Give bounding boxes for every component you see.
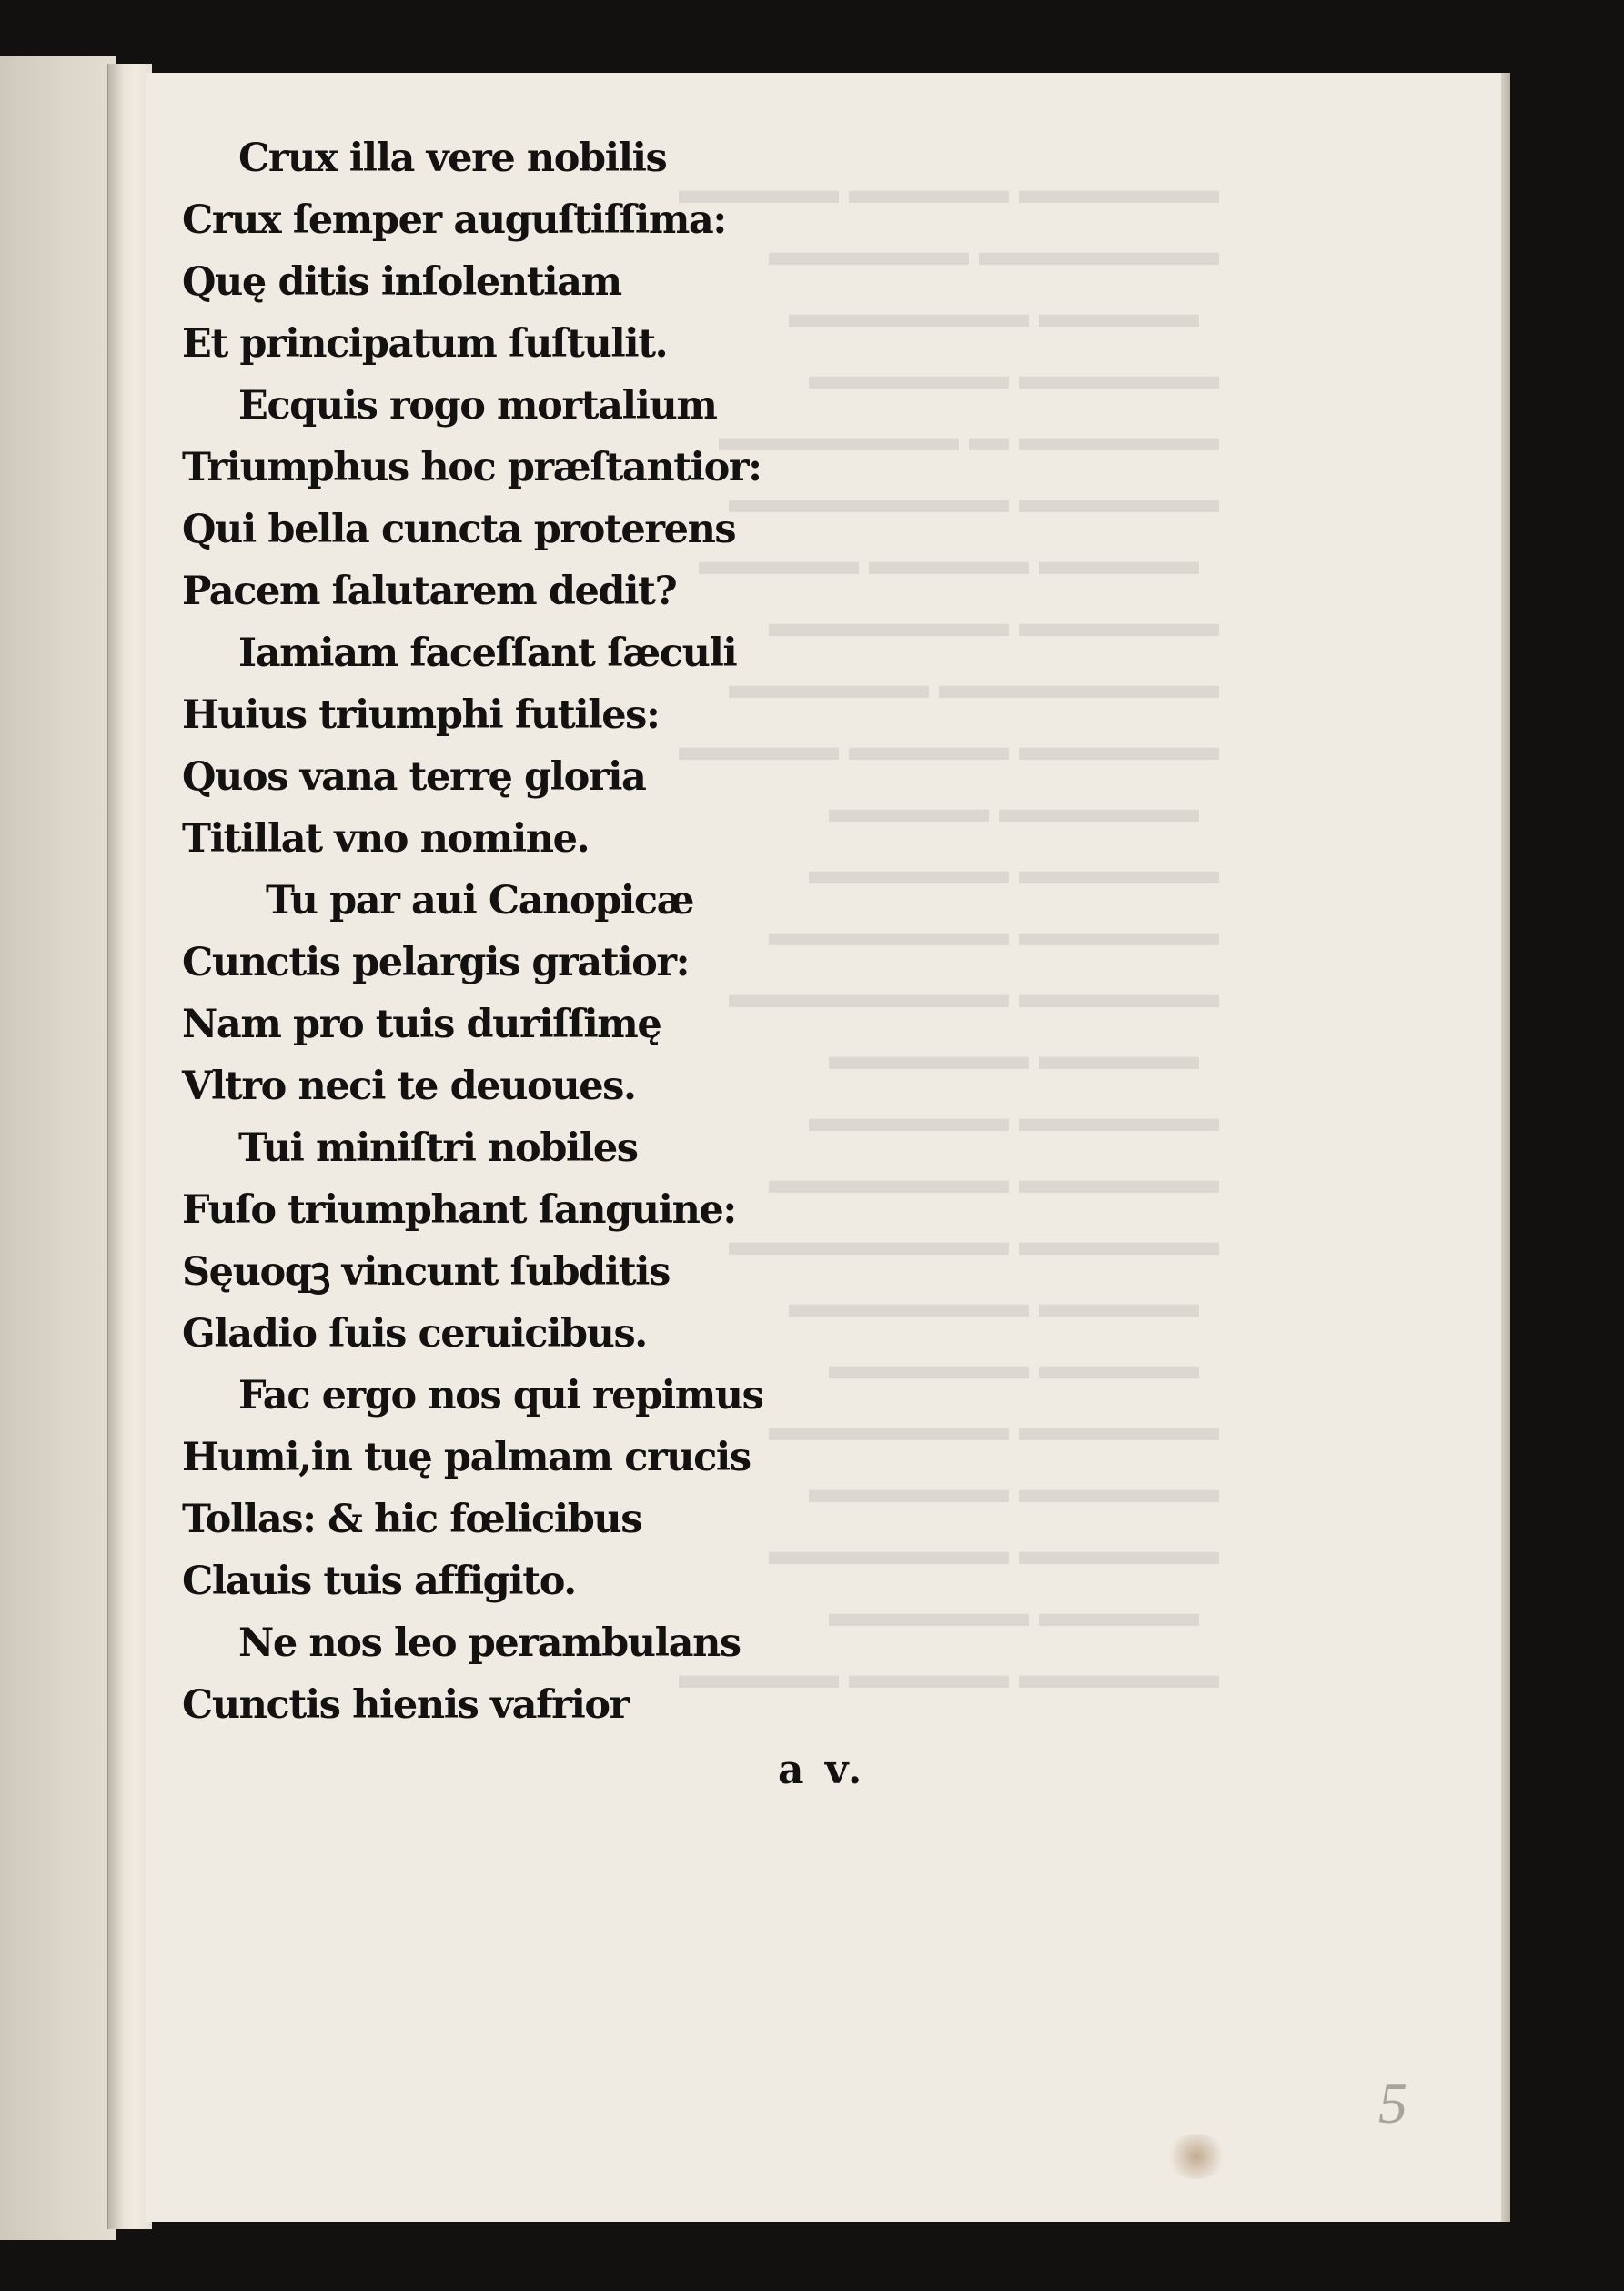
- paper-stain: [1165, 2134, 1228, 2179]
- verse-line: Cunctis pelargis gratior:: [182, 940, 690, 985]
- signature-mark: a v.: [778, 1747, 866, 1793]
- verse-line: Vltro neci te deuoues.: [182, 1064, 636, 1109]
- verse-line: Titillat vno nomine.: [182, 816, 590, 862]
- verse-line: Qui bella cuncta proterens: [182, 507, 736, 552]
- verse-line: Tui miniſtri nobiles: [238, 1125, 638, 1171]
- verse-text: [182, 127, 763, 1736]
- verse-line: Quos vana terrę gloria: [182, 754, 646, 800]
- verse-line: Ne nos leo perambulans: [238, 1620, 741, 1666]
- verse-line: Humi,in tuę palmam crucis: [182, 1435, 751, 1480]
- verse-line: Crux illa vere nobilis: [238, 136, 667, 181]
- verse-line: Triumphus hoc præſtantior:: [182, 445, 762, 490]
- verse-line: Nam pro tuis duriſſimę: [182, 1002, 661, 1047]
- verse-line: Sęuoqꝫ vincunt ſubditis: [182, 1249, 670, 1295]
- show-through-text: ▬▬▬▬▬ ▬▬▬▬ ▬▬▬▬ ▬▬▬▬▬▬ ▬▬▬▬▬ ▬▬▬▬ ▬▬▬▬▬▬ ▬▬▬▬▬ ▬▬▬▬▬ ▬▬▬▬▬ ▬ ▬▬▬▬▬▬ ▬▬▬▬▬ ▬▬▬▬▬▬▬ ▬▬▬▬ ▬▬▬▬ ▬▬▬▬ ▬▬▬▬▬ ▬▬▬▬▬▬ ▬▬▬▬▬▬▬ ▬▬▬▬▬ ▬▬▬▬▬ ▬▬▬▬ ▬▬▬▬ ▬▬▬▬▬ ▬▬▬▬ ▬▬▬▬▬ ▬▬▬▬▬ ▬▬▬▬▬ ▬▬▬▬▬▬ ▬▬▬▬▬ ▬▬▬▬▬▬▬ ▬▬▬▬ ▬▬▬▬▬ ▬▬▬▬▬ ▬▬▬▬▬ ▬▬▬▬▬ ▬▬▬▬▬▬ ▬▬▬▬▬ ▬▬▬▬▬▬▬ ▬▬▬▬ ▬▬▬▬▬▬ ▬▬▬▬ ▬▬▬▬▬ ▬▬▬▬▬ ▬▬▬▬▬▬ ▬▬▬▬▬ ▬▬▬▬▬ ▬▬▬▬▬ ▬▬▬▬▬▬ ▬▬▬▬ ▬▬▬▬▬ ▬▬▬▬▬ ▬▬▬▬ ▬▬▬▬: [679, 167, 1219, 1697]
- verse-line: Pacem ſalutarem dedit?: [182, 569, 677, 614]
- verse-line: Huius triumphi futiles:: [182, 692, 660, 738]
- verse-line: Tollas: & hic fœlicibus: [182, 1497, 642, 1542]
- page-fore-edge: [1501, 73, 1510, 2222]
- verse-line: Gladio ſuis ceruicibus.: [182, 1311, 647, 1357]
- verse-line: Fuſo triumphant ſanguine:: [182, 1187, 736, 1233]
- verse-line: Quę ditis inſolentiam: [182, 259, 621, 305]
- verse-line: Tu par aui Canopicæ: [266, 878, 694, 923]
- verse-line: Ecquis rogo mortalium: [238, 383, 717, 429]
- facing-page-edge: [0, 56, 116, 2240]
- verse-line: Et principatum ſuſtulit.: [182, 321, 668, 367]
- verse-line: Crux ſemper auguſtiſſima:: [182, 197, 726, 243]
- verse-line: Clauis tuis affigito.: [182, 1559, 576, 1604]
- verse-line: Iamiam faceſſant ſæculi: [238, 631, 737, 676]
- verse-line: Fac ergo nos qui repimus: [238, 1373, 763, 1418]
- folio-number: 5: [1378, 2071, 1407, 2135]
- verse-line: Cunctis hienis vafrior: [182, 1682, 629, 1728]
